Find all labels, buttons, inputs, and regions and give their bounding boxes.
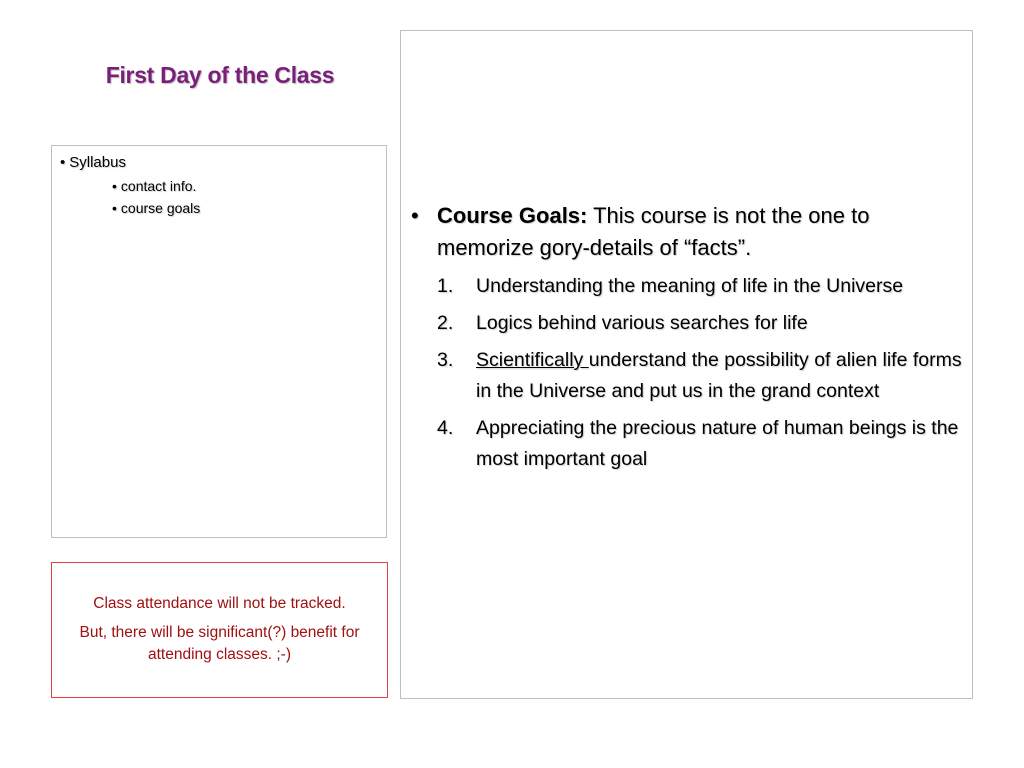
slide-title: First Day of the Class — [105, 62, 335, 88]
bullet-icon: • — [112, 178, 117, 194]
syllabus-item — [60, 152, 378, 174]
course-goals-heading: Course Goals: — [437, 203, 588, 228]
bullet-icon: • — [60, 154, 66, 171]
list-item — [437, 413, 965, 475]
underlined-word: Scientifically — [476, 349, 589, 371]
attendance-note-panel — [51, 562, 388, 698]
syllabus-subitem-contact — [60, 174, 378, 198]
syllabus-subitem-goals — [60, 196, 378, 220]
list-item — [437, 271, 965, 302]
bullet-icon: • — [112, 200, 117, 216]
syllabus-subitem-label: contact info. — [120, 178, 197, 194]
list-number: 3. — [437, 349, 454, 371]
course-goals-bullet — [411, 200, 963, 264]
syllabus-panel — [51, 145, 387, 538]
attendance-line-1: Class attendance will not be tracked. — [93, 595, 346, 612]
list-item — [437, 308, 965, 339]
list-item-text-wrap — [476, 349, 962, 402]
syllabus-heading: Syllabus — [69, 154, 126, 171]
list-number: 2. — [437, 312, 454, 334]
course-goals-panel — [400, 30, 973, 699]
list-item-text: understand the possibility of alien life forms in the Universe and put us in the grand context — [476, 349, 962, 402]
list-number: 4. — [437, 417, 454, 439]
list-item — [437, 345, 965, 407]
syllabus-subitem-label: course goals — [120, 200, 201, 216]
course-goals-intro: This course is not the one to memorize gory-details of “facts”. — [437, 203, 870, 260]
list-item-text: Logics behind various searches for life — [476, 312, 808, 334]
course-goals-list — [437, 271, 965, 481]
list-item-text: Understanding the meaning of life in the Universe — [476, 275, 904, 297]
list-number: 1. — [437, 275, 454, 297]
attendance-line-2: But, there will be significant(?) benefit for attending classes. ;-) — [79, 624, 360, 663]
list-item-text: Appreciating the precious nature of human beings is the most important goal — [476, 417, 959, 470]
course-goals-text — [411, 200, 963, 264]
bullet-icon: • — [411, 203, 419, 228]
